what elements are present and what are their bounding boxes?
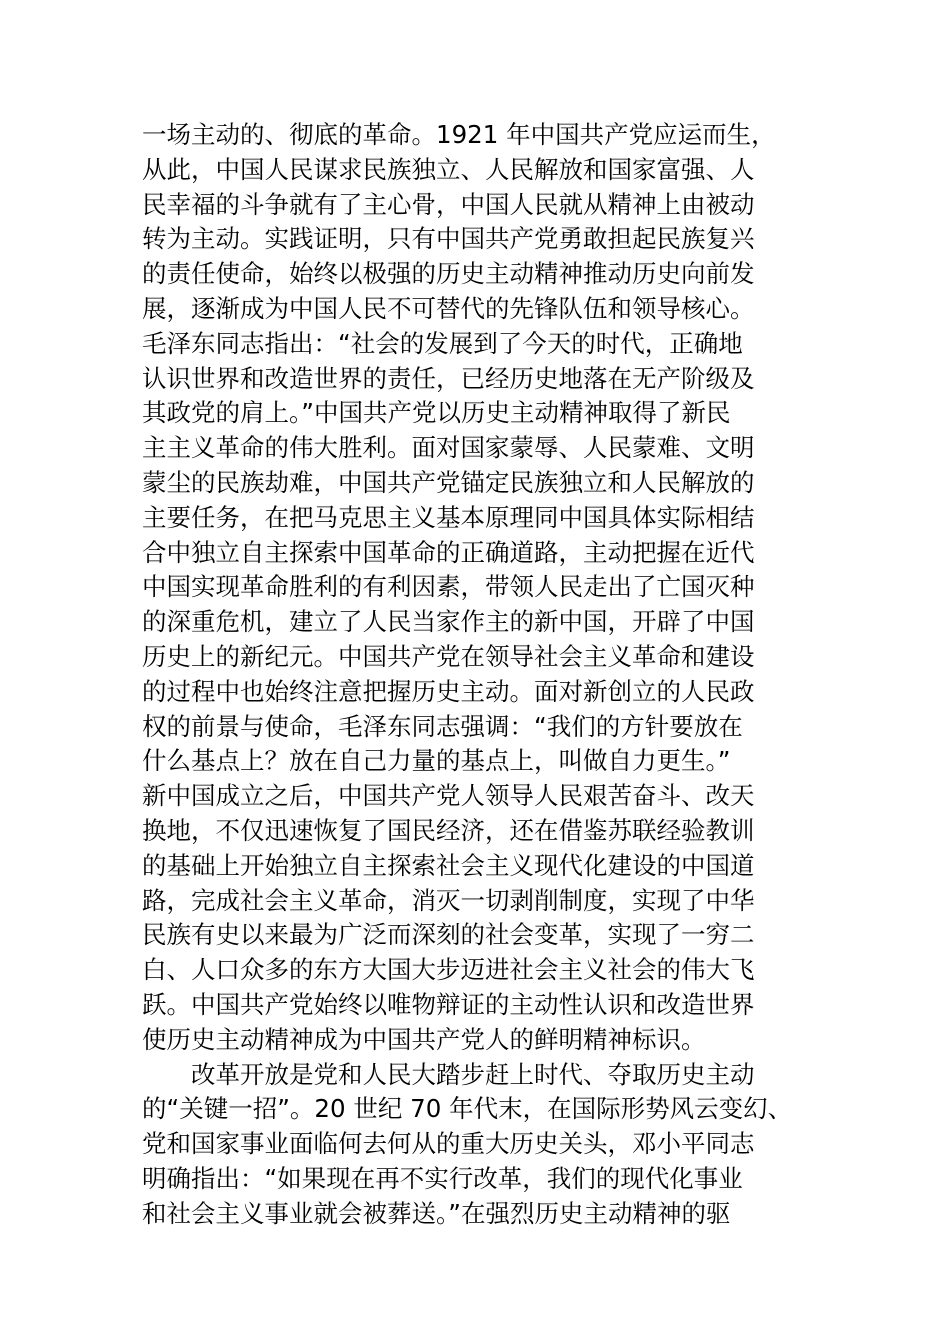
text-line: 蒙尘的民族劫难，中国共产党锚定民族独立和人民解放的 — [142, 467, 755, 497]
text-line: 使历史主动精神成为中国共产党人的鲜明精神标识。 — [142, 1024, 706, 1054]
text-line: 权的前景与使命，毛泽东同志强调：“我们的方针要放在 — [142, 711, 743, 741]
text-line: 合中独立自主探索中国革命的正确道路，主动把握在近代 — [142, 537, 755, 567]
text-line: 民族有史以来最为广泛而深刻的社会变革，实现了一穷二 — [142, 920, 755, 950]
text-line: 一场主动的、彻底的革命。1921 年中国共产党应运而生， — [142, 120, 776, 149]
text-line: 毛泽东同志指出：“社会的发展到了今天的时代，正确地 — [142, 328, 743, 358]
text-line: 的深重危机，建立了人民当家作主的新中国，开辟了中国 — [142, 607, 755, 637]
text-line: 跃。中国共产党始终以唯物辩证的主动性认识和改造世界 — [142, 989, 755, 1019]
text-line: 主要任务，在把马克思主义基本原理同中国具体实际相结 — [142, 502, 755, 532]
text-line: 转为主动。实践证明，只有中国共产党勇敢担起民族复兴 — [142, 224, 755, 254]
text-line: 什么基点上？放在自己力量的基点上，叫做自力更生。” — [142, 746, 731, 776]
text-line: 其政党的肩上。”中国共产党以历史主动精神取得了新民 — [142, 398, 731, 428]
text-line: 换地，不仅迅速恢复了国民经济，还在借鉴苏联经验教训 — [142, 815, 755, 845]
text-line: 主主义革命的伟大胜利。面对国家蒙辱、人民蒙难、文明 — [142, 433, 755, 463]
text-line: 路，完成社会主义革命，消灭一切剥削制度，实现了中华 — [142, 885, 755, 915]
text-line: 白、人口众多的东方大国大步迈进社会主义社会的伟大飞 — [142, 955, 755, 985]
text-line: 的过程中也始终注意把握历史主动。面对新创立的人民政 — [142, 676, 755, 706]
text-line: 党和国家事业面临何去何从的重大历史关头，邓小平同志 — [142, 1129, 755, 1159]
text-line: 的基础上开始独立自主探索社会主义现代化建设的中国道 — [142, 850, 755, 880]
text-line: 历史上的新纪元。中国共产党在领导社会主义革命和建设 — [142, 641, 755, 671]
text-line: 从此，中国人民谋求民族独立、人民解放和国家富强、人 — [142, 154, 755, 184]
text-line: 中国实现革命胜利的有利因素，带领人民走出了亡国灭种 — [142, 572, 755, 602]
text-line: 和社会主义事业就会被葬送。”在强烈历史主动精神的驱 — [142, 1198, 731, 1228]
text-line: 明确指出：“如果现在再不实行改革，我们的现代化事业 — [142, 1163, 743, 1193]
text-line: 认识世界和改造世界的责任，已经历史地落在无产阶级及 — [142, 363, 755, 393]
text-line: 的“关键一招”。20 世纪 70 年代末，在国际形势风云变幻、 — [142, 1094, 793, 1124]
text-line: 民幸福的斗争就有了主心骨，中国人民就从精神上由被动 — [142, 189, 755, 219]
text-line: 的责任使命，始终以极强的历史主动精神推动历史向前发 — [142, 259, 755, 289]
body-text — [142, 118, 812, 1232]
text-line: 改革开放是党和人民大踏步赶上时代、夺取历史主动 — [191, 1059, 755, 1089]
text-line: 新中国成立之后，中国共产党人领导人民艰苦奋斗、改天 — [142, 781, 755, 811]
text-line: 展，逐渐成为中国人民不可替代的先锋队伍和领导核心。 — [142, 293, 755, 323]
